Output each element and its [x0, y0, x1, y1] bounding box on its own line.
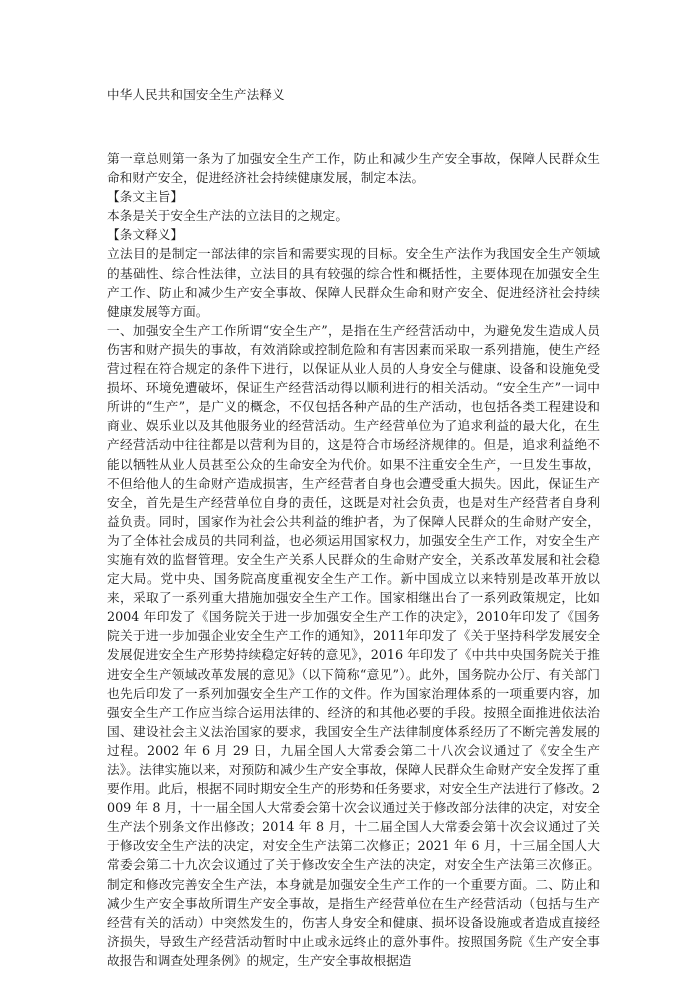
document-body: [107, 149, 600, 970]
paragraph-legislative-purpose: 立法目的是制定一部法律的宗旨和需要实现的目标。安全生产法作为我国安全生产领域的基础性、综合性法律，立法目的具有较强的综合性和概括性，主要体现在加强安全生产工作、防止和减少生产安全事故、保障人民群众生命和财产安全、促进经济社会持续健康发展等方面。: [107, 246, 600, 319]
section-heading-purpose: 【条文主旨】: [107, 189, 184, 205]
paragraph-purpose: 本条是关于安全生产法的立法目的之规定。: [107, 208, 349, 224]
document-title: 中华人民共和国安全生产法释义: [107, 87, 285, 102]
section-heading-interpretation: 【条文释义】: [107, 227, 184, 243]
paragraph-interpretation-body: 一、加强安全生产工作所谓“安全生产”，是指在生产经营活动中，为避免发生造成人员伤害和财产损失的事故，有效消除或控制危险和有害因素而采取一系列措施，使生产经营过程在符合规定的条件下进行，以保证从业人员的人身安全与健康、设备和设施免受损坏、环境免遭破坏，保证生产经营活动得以顺利进行的相关活动。“安全生产”一词中所讲的“生产”，是广义的概念，不仅包括各种产品的生产活动，也包括各类工程建设和商业、娱乐业以及其他服务业的经营活动。生产经营单位为了追求利益的最大化，在生产经营活动中往往都是以营利为目的，这是符合市场经济规律的。但是，追求利益绝不能以牺牲从业人员甚至公众的生命安全为代价。如果不注重安全生产，一旦发生事故，不但给他人的生命财产造成损害，生产经营者自身也会遭受重大损失。因此，保证生产安全，首先是生产经营单位自身的责任，这既是对社会负责，也是对生产经营者自身利益负责。同时，国家作为社会公共利益的维护者，为了保障人民群众的生命财产安全，为了全体社会成员的共同利益，也必须运用国家权力，加强安全生产工作，对安全生产实施有效的监督管理。安全生产关系人民群众的生命财产安全，关系改革发展和社会稳定大局。党中央、国务院高度重视安全生产工作。新中国成立以来特别是改革开放以来，采取了一系列重大措施加强安全生产工作。国家相继出台了一系列政策规定，比如 2004 年印发了《国务院关于进一步加强安全生产工作的决定》，2010年印发了《国务院关于进一步加强企业安全生产工作的通知》，2011年印发了《关于坚持科学发展安全发展促进安全生产形势持续稳定好转的意见》，2016 年印发了《中共中央国务院关于推进安全生产领域改革发展的意见》（以下简称“意见”）。此外，国务院办公厅、有关部门也先后印发了一系列加强安全生产工作的文件。作为国家治理体系的一项重要内容，加强安全生产工作应当综合运用法律的、经济的和其他必要的手段。按照全面推进依法治国、建设社会主义法治国家的要求，我国安全生产法律制度体系经历了不断完善发展的过程。2002 年 6 月 29 日，九届全国人大常委会第二十八次会议通过了《安全生产法》。法律实施以来，对预防和减少生产安全事故，保障人民群众生命财产安全发挥了重要作用。此后，根据不同时期安全生产的形势和任务要求，对安全生产法进行了修改。2009 年 8 月，十一届全国人大常委会第十次会议通过关于修改部分法律的决定，对安全生产法个别条文作出修改；2014 年 8 月，十二届全国人大常委会第十次会议通过了关于修改安全生产法的决定，对安全生产法第二次修正；2021 年 6 月，十三届全国人大常委会第二十九次会议通过了关于修改安全生产法的决定，对安全生产法第三次修正。制定和修改完善安全生产法，本身就是加强安全生产工作的一个重要方面。二、防止和减少生产安全事故所谓生产安全事故，是指生产经营单位在生产经营活动（包括与生产经营有关的活动）中突然发生的，伤害人身安全和健康、损坏设备设施或者造成直接经济损失，导致生产经营活动暂时中止或永远终止的意外事件。按照国务院《生产安全事故报告和调查处理条例》的规定，生产安全事故根据造: [107, 322, 600, 968]
paragraph-article-1: 第一章总则第一条为了加强安全生产工作，防止和减少生产安全事故，保障人民群众生命和财产安全，促进经济社会持续健康发展，制定本法。: [107, 151, 600, 186]
